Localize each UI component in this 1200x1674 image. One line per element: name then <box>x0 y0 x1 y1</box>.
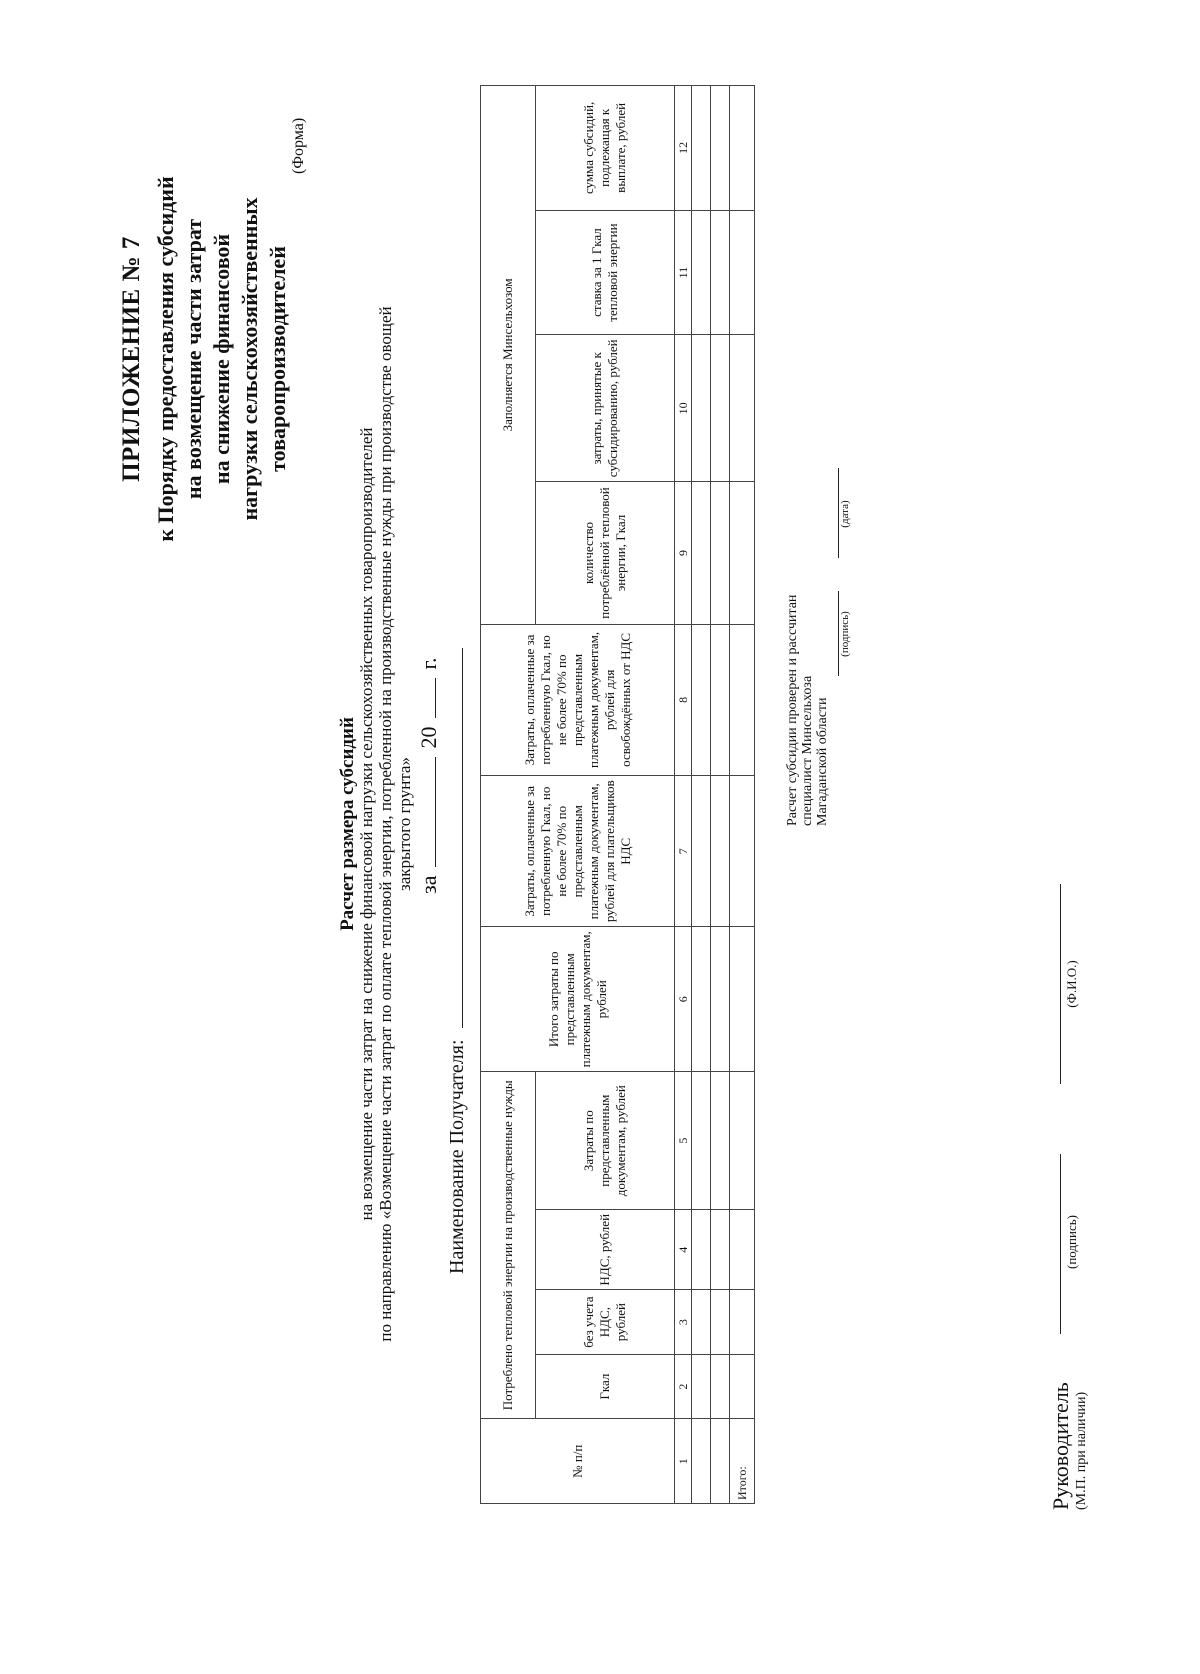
column-number: 12 <box>675 86 692 211</box>
verification-line: специалист Минсельхоза <box>800 675 815 826</box>
col-sum: сумма субсидий, подлежащая к выплате, рублей <box>536 86 675 211</box>
head-signature-caption: (подпись) <box>1064 1215 1079 1269</box>
year-blank[interactable] <box>435 678 436 718</box>
appendix-title: ПРИЛОЖЕНИЕ № 7 <box>118 236 145 482</box>
table-row[interactable] <box>692 86 711 1504</box>
table-row[interactable] <box>711 86 730 1504</box>
subsidy-table <box>480 85 755 1504</box>
form-label: (Форма) <box>290 117 307 174</box>
column-number: 8 <box>675 624 692 775</box>
col-vat-payers: Затраты, оплаченные за потребленную Гкал, но не более 70% по представленным платежным документам, рублей для плательщиков НДС <box>481 776 675 927</box>
calculation-title: Расчет размера субсидий <box>337 717 358 931</box>
col-number-header: № п/п <box>481 1419 675 1504</box>
col-group-ministry: Заполняется Минсельхозом <box>481 86 536 625</box>
calculation-header <box>338 124 414 1524</box>
date-line[interactable] <box>824 468 839 558</box>
appendix-line: на снижение финансовой <box>209 233 234 485</box>
column-number: 9 <box>675 482 692 624</box>
verification-line: Расчет субсидии проверен и рассчитан <box>785 594 800 826</box>
specialist-signature-line[interactable] <box>824 591 839 676</box>
head-signature-line[interactable] <box>1044 1154 1061 1334</box>
col-rate: ставка за 1 Гкал тепловой энергии <box>536 210 675 335</box>
column-number: 3 <box>675 1290 692 1355</box>
appendix-line: на возмещение части затрат <box>181 218 206 500</box>
period-prefix: за <box>416 875 441 894</box>
column-number: 7 <box>675 776 692 927</box>
table-row-numbers <box>675 86 692 1504</box>
period-line <box>416 657 442 894</box>
appendix-line: к Порядку предоставления субсидий <box>153 176 178 542</box>
column-number: 5 <box>675 1072 692 1210</box>
appendix-header <box>118 79 292 639</box>
stamp-note: (М.П. при наличии) <box>1074 1391 1089 1510</box>
col-gcal: Гкал <box>536 1354 675 1419</box>
col-costs-docs: Затраты по представленным документам, рублей <box>536 1072 675 1210</box>
date-caption: (дата) <box>839 500 851 528</box>
specialist-signature-caption: (подпись) <box>839 611 851 657</box>
period-blank[interactable] <box>435 757 436 867</box>
col-total-costs: Итого затраты по представленным платежным документам, рублей <box>481 927 675 1072</box>
recipient-blank[interactable] <box>462 648 463 1028</box>
column-number: 11 <box>675 210 692 335</box>
column-number: 2 <box>675 1354 692 1419</box>
verification-line: Магаданской области <box>815 697 830 826</box>
appendix-line: товаропроизводителей <box>265 246 290 472</box>
head-label: Руководитель <box>1048 1382 1073 1510</box>
column-number: 10 <box>675 335 692 482</box>
calculation-line: на возмещение части затрат на снижение финансовой нагрузки сельскохозяйственных товаропроизводителей <box>357 427 376 1221</box>
col-accepted: затраты, принятые к субсидированию, рублей <box>536 335 675 482</box>
recipient-label: Наименование Получателя: <box>446 1039 468 1274</box>
appendix-line: нагрузки сельскохозяйственных <box>237 197 262 521</box>
column-number: 6 <box>675 927 692 1072</box>
calculation-line: по направлению «Возмещение части затрат по оплате тепловой энергии, потребленной на производственные нужды при производстве овощей <box>376 306 395 1342</box>
period-year: 20 <box>416 726 441 749</box>
col-group-consumed: Потреблено тепловой энергии на производственные нужды <box>481 1072 536 1419</box>
recipient-line <box>446 648 469 1274</box>
subsidy-table-wrap <box>480 85 755 1504</box>
col-vat-exempt: Затраты, оплаченные за потребленную Гкал, но не более 70% по представленным платежным документам, рублей для освобождённых от НДС <box>481 624 675 775</box>
table-row-total <box>730 86 755 1504</box>
column-number: 4 <box>675 1210 692 1290</box>
col-no-vat: без учета НДС, рублей <box>536 1290 675 1355</box>
calculation-line: закрытого грунта» <box>395 757 414 891</box>
total-label: Итого: <box>730 1419 755 1504</box>
head-fio-caption: (Ф.И.О.) <box>1064 960 1079 1008</box>
col-qty: количество потреблённой тепловой энергии, Гкал <box>536 482 675 624</box>
column-number: 1 <box>675 1419 692 1504</box>
col-vat: НДС, рублей <box>536 1210 675 1290</box>
period-suffix: г. <box>416 657 441 670</box>
head-fio-line[interactable] <box>1044 884 1061 1084</box>
